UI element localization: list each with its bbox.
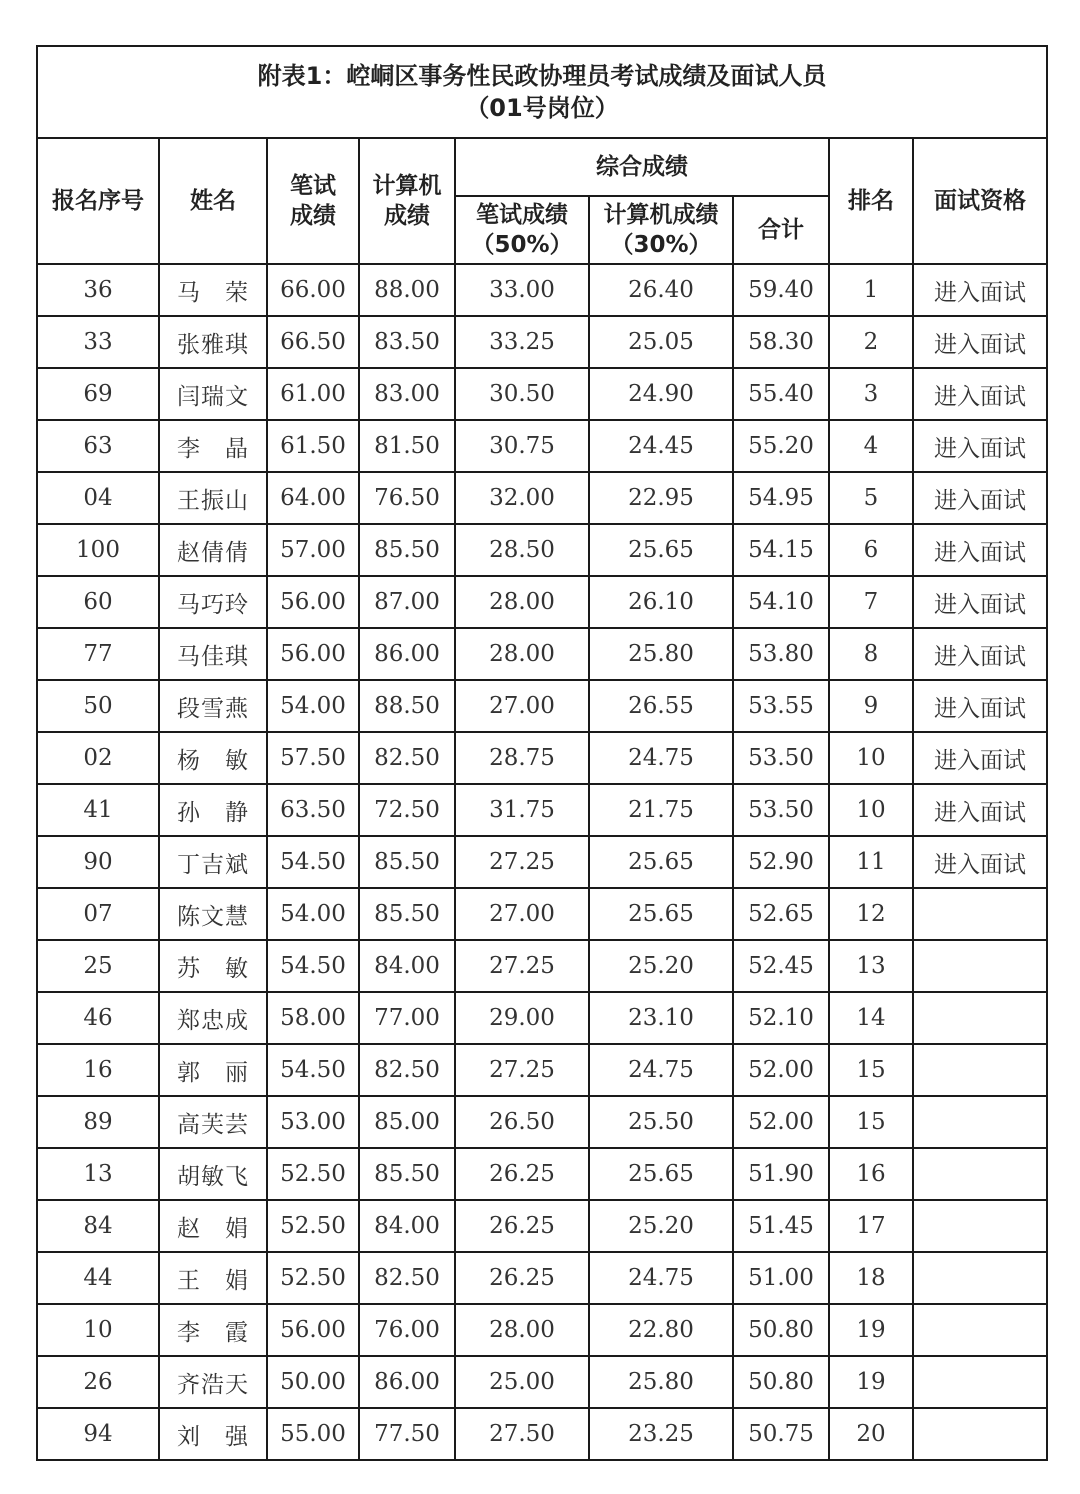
cell-rank: 1 [829, 264, 913, 316]
table-row [37, 784, 1047, 836]
cell-written-50: 32.00 [455, 472, 589, 524]
cell-computer-30: 21.75 [589, 784, 733, 836]
cell-written: 56.00 [267, 1304, 359, 1356]
cell-name: 马巧玲 [159, 576, 267, 628]
cell-name: 段雪燕 [159, 680, 267, 732]
cell-written-50: 31.75 [455, 784, 589, 836]
cell-name: 郭 丽 [159, 1044, 267, 1096]
cell-written: 54.50 [267, 836, 359, 888]
cell-qualification: 进入面试 [913, 628, 1047, 680]
cell-qualification [913, 940, 1047, 992]
cell-computer-30: 25.50 [589, 1096, 733, 1148]
header-computer-pct [589, 196, 733, 264]
cell-written-50: 33.00 [455, 264, 589, 316]
table-row [37, 992, 1047, 1044]
cell-reg-no: 84 [37, 1200, 159, 1252]
cell-reg-no: 25 [37, 940, 159, 992]
cell-name: 高芙芸 [159, 1096, 267, 1148]
cell-rank: 20 [829, 1408, 913, 1460]
cell-rank: 19 [829, 1356, 913, 1408]
cell-total: 53.50 [733, 784, 829, 836]
cell-computer-30: 25.20 [589, 940, 733, 992]
table-row [37, 836, 1047, 888]
cell-qualification [913, 1408, 1047, 1460]
cell-computer-30: 25.65 [589, 836, 733, 888]
cell-name: 王振山 [159, 472, 267, 524]
cell-rank: 15 [829, 1096, 913, 1148]
cell-written: 55.00 [267, 1408, 359, 1460]
cell-total: 52.00 [733, 1096, 829, 1148]
cell-written: 52.50 [267, 1200, 359, 1252]
cell-name: 丁吉斌 [159, 836, 267, 888]
cell-computer-30: 24.75 [589, 1044, 733, 1096]
cell-reg-no: 89 [37, 1096, 159, 1148]
cell-reg-no: 44 [37, 1252, 159, 1304]
header-written [267, 138, 359, 264]
cell-computer: 85.00 [359, 1096, 455, 1148]
title-line-2: （01号岗位） [465, 94, 619, 122]
cell-computer-30: 25.65 [589, 524, 733, 576]
cell-qualification [913, 992, 1047, 1044]
cell-computer: 88.50 [359, 680, 455, 732]
cell-computer: 83.00 [359, 368, 455, 420]
cell-qualification: 进入面试 [913, 316, 1047, 368]
cell-computer: 84.00 [359, 1200, 455, 1252]
cell-computer: 76.00 [359, 1304, 455, 1356]
cell-total: 53.50 [733, 732, 829, 784]
cell-rank: 3 [829, 368, 913, 420]
cell-rank: 16 [829, 1148, 913, 1200]
table-row [37, 732, 1047, 784]
cell-total: 52.10 [733, 992, 829, 1044]
cell-reg-no: 41 [37, 784, 159, 836]
cell-total: 55.20 [733, 420, 829, 472]
cell-computer: 86.00 [359, 628, 455, 680]
cell-computer-30: 24.45 [589, 420, 733, 472]
cell-qualification: 进入面试 [913, 420, 1047, 472]
header-written-pct [455, 196, 589, 264]
cell-qualification: 进入面试 [913, 836, 1047, 888]
cell-computer-30: 25.80 [589, 1356, 733, 1408]
header-qualification: 面试资格 [913, 138, 1047, 264]
cell-name: 苏 敏 [159, 940, 267, 992]
cell-computer-30: 25.65 [589, 1148, 733, 1200]
table-title [37, 46, 1047, 138]
cell-total: 52.00 [733, 1044, 829, 1096]
table-row [37, 264, 1047, 316]
cell-written-50: 28.00 [455, 628, 589, 680]
cell-reg-no: 04 [37, 472, 159, 524]
header-computer-pct-l1: 计算机成绩 [603, 202, 719, 228]
cell-computer-30: 25.20 [589, 1200, 733, 1252]
cell-reg-no: 77 [37, 628, 159, 680]
cell-total: 51.45 [733, 1200, 829, 1252]
cell-written: 54.00 [267, 888, 359, 940]
cell-total: 53.80 [733, 628, 829, 680]
cell-computer: 85.50 [359, 836, 455, 888]
cell-computer: 83.50 [359, 316, 455, 368]
cell-total: 52.65 [733, 888, 829, 940]
cell-written-50: 27.00 [455, 680, 589, 732]
score-table [36, 45, 1048, 1461]
cell-written-50: 29.00 [455, 992, 589, 1044]
cell-total: 50.80 [733, 1304, 829, 1356]
table-row [37, 1304, 1047, 1356]
cell-qualification [913, 888, 1047, 940]
cell-computer-30: 24.75 [589, 1252, 733, 1304]
cell-written-50: 30.50 [455, 368, 589, 420]
cell-written-50: 27.25 [455, 940, 589, 992]
cell-name: 刘 强 [159, 1408, 267, 1460]
cell-reg-no: 60 [37, 576, 159, 628]
cell-total: 54.10 [733, 576, 829, 628]
cell-reg-no: 63 [37, 420, 159, 472]
cell-computer: 82.50 [359, 732, 455, 784]
cell-computer: 72.50 [359, 784, 455, 836]
cell-computer-30: 26.55 [589, 680, 733, 732]
cell-qualification: 进入面试 [913, 784, 1047, 836]
cell-written: 52.50 [267, 1148, 359, 1200]
cell-name: 杨 敏 [159, 732, 267, 784]
cell-qualification: 进入面试 [913, 576, 1047, 628]
cell-total: 50.80 [733, 1356, 829, 1408]
table-row [37, 1148, 1047, 1200]
cell-computer: 82.50 [359, 1044, 455, 1096]
cell-written: 66.00 [267, 264, 359, 316]
cell-qualification: 进入面试 [913, 680, 1047, 732]
cell-name: 胡敏飞 [159, 1148, 267, 1200]
cell-qualification [913, 1044, 1047, 1096]
cell-written-50: 27.50 [455, 1408, 589, 1460]
score-sheet [36, 45, 1046, 1461]
cell-rank: 7 [829, 576, 913, 628]
cell-name: 赵 娟 [159, 1200, 267, 1252]
cell-rank: 14 [829, 992, 913, 1044]
table-row [37, 316, 1047, 368]
cell-reg-no: 10 [37, 1304, 159, 1356]
cell-name: 王 娟 [159, 1252, 267, 1304]
cell-rank: 2 [829, 316, 913, 368]
cell-written: 56.00 [267, 576, 359, 628]
cell-rank: 8 [829, 628, 913, 680]
cell-written: 64.00 [267, 472, 359, 524]
cell-written: 50.00 [267, 1356, 359, 1408]
cell-qualification: 进入面试 [913, 732, 1047, 784]
header-composite: 综合成绩 [455, 138, 829, 196]
table-row [37, 940, 1047, 992]
cell-rank: 10 [829, 732, 913, 784]
cell-computer-30: 26.10 [589, 576, 733, 628]
cell-written: 52.50 [267, 1252, 359, 1304]
cell-rank: 19 [829, 1304, 913, 1356]
cell-computer: 77.00 [359, 992, 455, 1044]
cell-computer: 77.50 [359, 1408, 455, 1460]
table-row [37, 628, 1047, 680]
cell-computer: 87.00 [359, 576, 455, 628]
cell-reg-no: 90 [37, 836, 159, 888]
cell-name: 马 荣 [159, 264, 267, 316]
cell-computer: 82.50 [359, 1252, 455, 1304]
table-row [37, 1408, 1047, 1460]
cell-name: 李 霞 [159, 1304, 267, 1356]
header-name: 姓名 [159, 138, 267, 264]
cell-qualification [913, 1252, 1047, 1304]
cell-written-50: 26.50 [455, 1096, 589, 1148]
cell-total: 53.55 [733, 680, 829, 732]
cell-written-50: 27.00 [455, 888, 589, 940]
cell-total: 58.30 [733, 316, 829, 368]
cell-written: 54.00 [267, 680, 359, 732]
cell-written: 57.00 [267, 524, 359, 576]
cell-computer-30: 23.10 [589, 992, 733, 1044]
cell-written-50: 28.75 [455, 732, 589, 784]
cell-reg-no: 02 [37, 732, 159, 784]
header-computer-l2: 成绩 [384, 203, 430, 229]
header-computer [359, 138, 455, 264]
cell-computer: 85.50 [359, 888, 455, 940]
cell-qualification: 进入面试 [913, 368, 1047, 420]
table-row [37, 1356, 1047, 1408]
cell-total: 51.90 [733, 1148, 829, 1200]
cell-rank: 17 [829, 1200, 913, 1252]
cell-computer: 86.00 [359, 1356, 455, 1408]
cell-written-50: 26.25 [455, 1252, 589, 1304]
table-row [37, 680, 1047, 732]
cell-name: 李 晶 [159, 420, 267, 472]
table-row [37, 1252, 1047, 1304]
header-computer-pct-l2: （30%） [610, 232, 712, 258]
cell-written-50: 28.00 [455, 1304, 589, 1356]
cell-computer-30: 22.80 [589, 1304, 733, 1356]
header-rank: 排名 [829, 138, 913, 264]
cell-written: 66.50 [267, 316, 359, 368]
header-reg-no: 报名序号 [37, 138, 159, 264]
cell-name: 赵倩倩 [159, 524, 267, 576]
cell-total: 50.75 [733, 1408, 829, 1460]
cell-written: 57.50 [267, 732, 359, 784]
cell-reg-no: 26 [37, 1356, 159, 1408]
cell-qualification: 进入面试 [913, 524, 1047, 576]
cell-rank: 13 [829, 940, 913, 992]
cell-written-50: 27.25 [455, 1044, 589, 1096]
cell-computer-30: 22.95 [589, 472, 733, 524]
cell-rank: 12 [829, 888, 913, 940]
cell-written-50: 27.25 [455, 836, 589, 888]
cell-written: 54.50 [267, 1044, 359, 1096]
cell-written: 61.50 [267, 420, 359, 472]
table-row [37, 1096, 1047, 1148]
cell-total: 54.15 [733, 524, 829, 576]
table-row [37, 888, 1047, 940]
cell-written-50: 26.25 [455, 1148, 589, 1200]
cell-written-50: 33.25 [455, 316, 589, 368]
header-written-l2: 成绩 [290, 203, 336, 229]
cell-name: 闫瑞文 [159, 368, 267, 420]
cell-reg-no: 36 [37, 264, 159, 316]
cell-total: 51.00 [733, 1252, 829, 1304]
cell-rank: 6 [829, 524, 913, 576]
table-row [37, 368, 1047, 420]
cell-reg-no: 100 [37, 524, 159, 576]
cell-computer-30: 25.65 [589, 888, 733, 940]
cell-total: 54.95 [733, 472, 829, 524]
cell-qualification: 进入面试 [913, 472, 1047, 524]
cell-written: 58.00 [267, 992, 359, 1044]
cell-rank: 18 [829, 1252, 913, 1304]
cell-qualification [913, 1096, 1047, 1148]
cell-computer-30: 25.80 [589, 628, 733, 680]
title-line-1: 附表1：崆峒区事务性民政协理员考试成绩及面试人员 [257, 62, 827, 90]
table-row [37, 1044, 1047, 1096]
header-computer-l1: 计算机 [372, 173, 442, 199]
cell-computer: 88.00 [359, 264, 455, 316]
table-row [37, 524, 1047, 576]
cell-written-50: 26.25 [455, 1200, 589, 1252]
cell-computer-30: 24.75 [589, 732, 733, 784]
table-row [37, 472, 1047, 524]
cell-computer: 85.50 [359, 1148, 455, 1200]
cell-written-50: 28.50 [455, 524, 589, 576]
cell-reg-no: 07 [37, 888, 159, 940]
cell-total: 55.40 [733, 368, 829, 420]
cell-rank: 4 [829, 420, 913, 472]
cell-name: 马佳琪 [159, 628, 267, 680]
cell-qualification [913, 1304, 1047, 1356]
cell-reg-no: 33 [37, 316, 159, 368]
cell-rank: 10 [829, 784, 913, 836]
cell-written: 56.00 [267, 628, 359, 680]
cell-computer-30: 26.40 [589, 264, 733, 316]
cell-reg-no: 69 [37, 368, 159, 420]
cell-written-50: 28.00 [455, 576, 589, 628]
cell-computer-30: 25.05 [589, 316, 733, 368]
cell-written-50: 30.75 [455, 420, 589, 472]
cell-total: 52.90 [733, 836, 829, 888]
table-body [37, 264, 1047, 1460]
table-row [37, 1200, 1047, 1252]
cell-qualification: 进入面试 [913, 264, 1047, 316]
cell-reg-no: 94 [37, 1408, 159, 1460]
cell-written: 54.50 [267, 940, 359, 992]
cell-qualification [913, 1200, 1047, 1252]
cell-computer: 76.50 [359, 472, 455, 524]
cell-written: 63.50 [267, 784, 359, 836]
cell-total: 59.40 [733, 264, 829, 316]
cell-name: 齐浩天 [159, 1356, 267, 1408]
cell-reg-no: 46 [37, 992, 159, 1044]
cell-computer-30: 24.90 [589, 368, 733, 420]
cell-total: 52.45 [733, 940, 829, 992]
header-written-pct-l1: 笔试成绩 [476, 202, 568, 228]
cell-written: 61.00 [267, 368, 359, 420]
cell-name: 陈文慧 [159, 888, 267, 940]
cell-reg-no: 13 [37, 1148, 159, 1200]
cell-qualification [913, 1148, 1047, 1200]
cell-name: 张雅琪 [159, 316, 267, 368]
cell-rank: 5 [829, 472, 913, 524]
header-written-l1: 笔试 [290, 173, 336, 199]
header-written-pct-l2: （50%） [471, 232, 573, 258]
cell-reg-no: 16 [37, 1044, 159, 1096]
table-row [37, 420, 1047, 472]
header-total: 合计 [733, 196, 829, 264]
cell-name: 孙 静 [159, 784, 267, 836]
cell-computer-30: 23.25 [589, 1408, 733, 1460]
cell-rank: 11 [829, 836, 913, 888]
cell-name: 郑忠成 [159, 992, 267, 1044]
cell-computer: 81.50 [359, 420, 455, 472]
cell-rank: 9 [829, 680, 913, 732]
cell-written: 53.00 [267, 1096, 359, 1148]
cell-rank: 15 [829, 1044, 913, 1096]
cell-written-50: 25.00 [455, 1356, 589, 1408]
cell-reg-no: 50 [37, 680, 159, 732]
cell-computer: 84.00 [359, 940, 455, 992]
cell-qualification [913, 1356, 1047, 1408]
cell-computer: 85.50 [359, 524, 455, 576]
table-row [37, 576, 1047, 628]
